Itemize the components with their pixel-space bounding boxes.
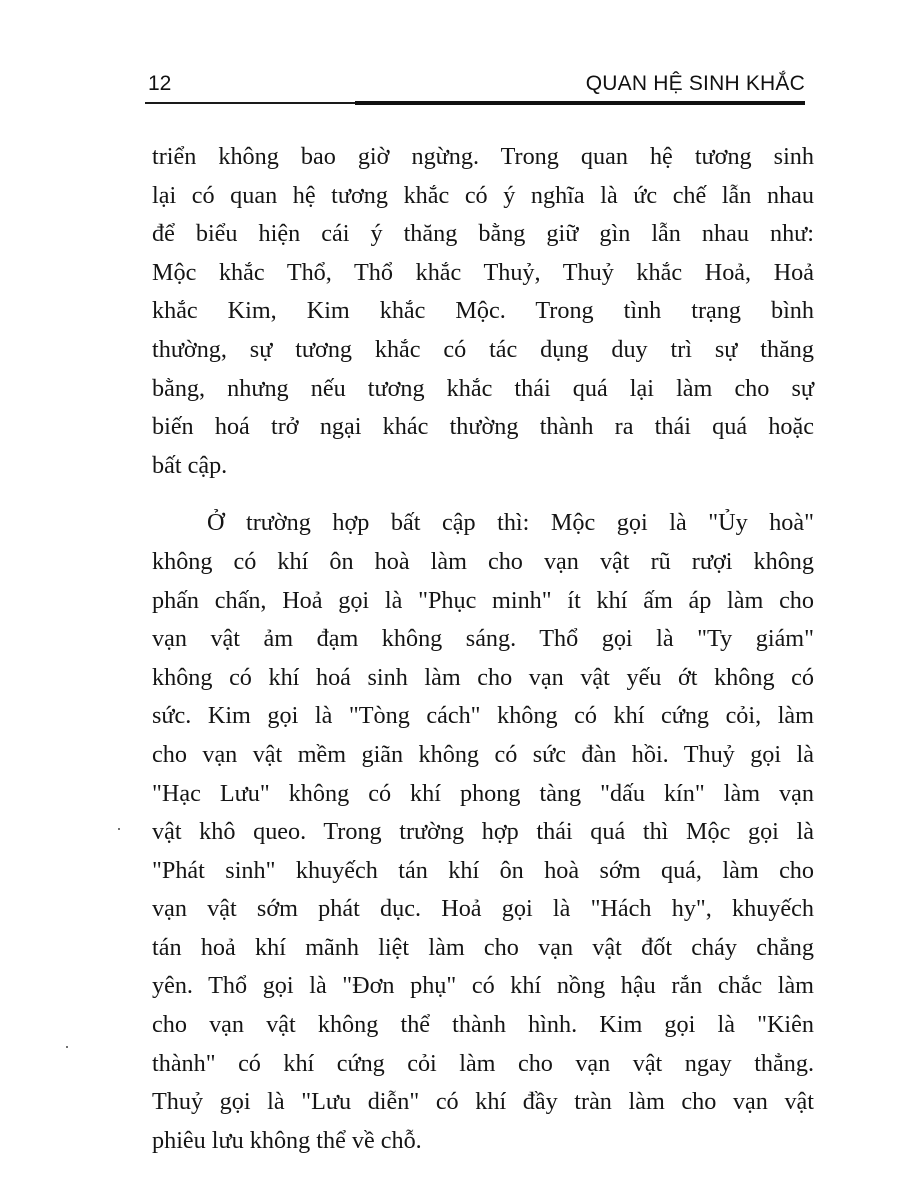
text-line: tán hoả khí mãnh liệt làm cho vạn vật đốt cháy chẳng xyxy=(152,933,814,961)
body-text xyxy=(152,138,814,1160)
text-line: không có khí hoá sinh làm cho vạn vật yếu ớt không có xyxy=(152,663,814,691)
text-line: thường, sự tương khắc có tác dụng duy trì sự thăng xyxy=(152,335,814,363)
text-line: sức. Kim gọi là "Tòng cách" không có khí cứng cỏi, làm xyxy=(152,702,814,730)
paragraph-2 xyxy=(152,504,814,1160)
text-line: cho vạn vật không thể thành hình. Kim gọi là "Kiên xyxy=(152,1011,814,1039)
text-line: triển không bao giờ ngừng. Trong quan hệ tương sinh xyxy=(152,143,814,170)
text-line: không có khí ôn hoà làm cho vạn vật rũ rượi không xyxy=(152,547,814,575)
text-line: yên. Thổ gọi là "Đơn phụ" có khí nồng hậu rắn chắc làm xyxy=(152,972,814,1000)
text-line: phiêu lưu không thể về chỗ. xyxy=(152,1126,422,1154)
header-rule-thin xyxy=(145,102,357,104)
text-line: vạn vật ảm đạm không sáng. Thổ gọi là "Ty giám" xyxy=(152,625,814,653)
chapter-title: QUAN HỆ SINH KHẮC xyxy=(585,72,805,95)
text-line: "Hạc Lưu" không có khí phong tàng "dấu kín" làm vạn xyxy=(152,779,814,807)
paragraph-1 xyxy=(152,138,814,485)
text-line: Thuỷ gọi là "Lưu diễn" có khí đầy tràn làm cho vạn vật xyxy=(152,1088,814,1116)
text-line: vạn vật sớm phát dục. Hoả gọi là "Hách hy", khuyếch xyxy=(152,895,814,923)
text-line: khắc Kim, Kim khắc Mộc. Trong tình trạng bình xyxy=(152,297,814,325)
scan-speck xyxy=(118,828,120,830)
text-line: cho vạn vật mềm giãn không có sức đàn hồi. Thuỷ gọi là xyxy=(152,740,814,768)
text-line: bất cập. xyxy=(152,451,228,479)
running-header xyxy=(148,66,805,98)
text-line: Mộc khắc Thổ, Thổ khắc Thuỷ, Thuỷ khắc Hoả, Hoả xyxy=(152,258,814,286)
page-number: 12 xyxy=(148,72,172,95)
text-line: phấn chấn, Hoả gọi là "Phục minh" ít khí ấm áp làm cho xyxy=(152,586,814,614)
text-line: bằng, nhưng nếu tương khắc thái quá lại làm cho sự xyxy=(152,374,814,402)
paragraph-spacer xyxy=(152,485,814,504)
text-line: "Phát sinh" khuyếch tán khí ôn hoà sớm quá, làm cho xyxy=(152,856,814,884)
scan-speck xyxy=(66,1046,68,1048)
text-line: lại có quan hệ tương khắc có ý nghĩa là ức chế lẫn nhau xyxy=(152,181,814,209)
header-rule-thick xyxy=(355,101,805,105)
text-line: Ở trường hợp bất cập thì: Mộc gọi là "Ủy hoà" xyxy=(207,509,814,537)
text-line: vật khô queo. Trong trường hợp thái quá thì Mộc gọi là xyxy=(152,818,814,846)
text-line: thành" có khí cứng cỏi làm cho vạn vật ngay thẳng. xyxy=(152,1049,814,1077)
text-line: biến hoá trở ngại khác thường thành ra thái quá hoặc xyxy=(152,413,814,441)
text-line: để biểu hiện cái ý thăng bằng giữ gìn lẫn nhau như: xyxy=(152,220,814,248)
